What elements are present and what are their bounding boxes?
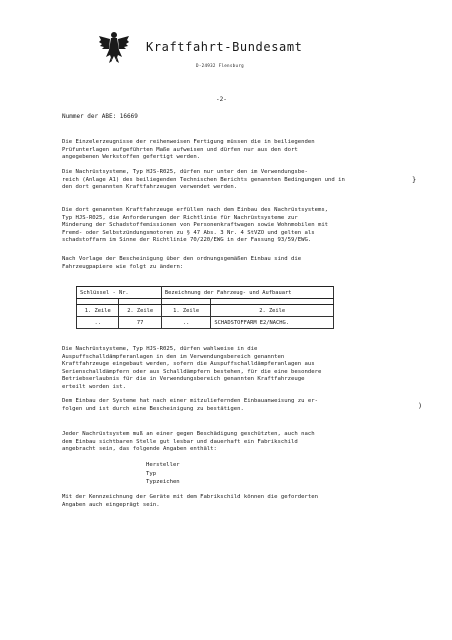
table-header-row [77, 287, 334, 299]
org-address: D-24932 Flensburg [196, 63, 244, 68]
paragraph-7: Jeder Nachrüstsystem muß an einer gegen Beschädigung geschützten, auch nach dem Einbau sichtbaren Stelle gut lesbar und dauerhaft ein Fabrikschild angebracht sein, das folgende Angaben enthält: [62, 431, 315, 453]
paragraph-5: Die Nachrüstsysteme, Typ HJS-R025, dürfen wahlweise in die Auspuffschalldämpferanlagen in den im Verwendungsbereich genannten Kraftfahrzeuge eingebaut werden, sofern die Auspuffschalldämpferanlagen aus Serienschalldämpfern oder aus Schalldämpfern bestehen, für die eine besondere Betriebserlaubnis für die in Verwendungsbereich genannten Kraftfahrzeuge erteilt worden ist. [62, 346, 322, 390]
page-number: -2- [216, 96, 227, 103]
org-name: Kraftfahrt-Bundesamt [146, 40, 303, 54]
paragraph-1: Die Einzelerzeugnisse der reihenweisen Fertigung müssen die in beiliegenden Prüfunterlagen aufgeführten Maße aufweisen und dürfen nur aus den dort angegebenen Werkstoffen gefertigt werden. [62, 139, 315, 161]
table-subheader-line1: 1. Zeile [77, 305, 119, 317]
paragraph-2: Die Nachrüstsysteme, Typ HJS-R025, dürfen nur unter den im Verwendungsbe- reich (Anlage A1) des beiliegenden Technischen Berichts genannten Bedingungen und in den dort genannten Kraftfahrzeugen verwendet werden. [62, 169, 345, 191]
table-cell: .. [161, 317, 210, 329]
table-subheader-row [77, 305, 334, 317]
table-subheader-line1b: 1. Zeile [161, 305, 210, 317]
table-subheader-line2b: 2. Zeile [211, 305, 334, 317]
paragraph-3: Die dort genannten Kraftfahrzeuge erfüllen nach dem Einbau des Nachrüstsystems, Typ HJS-R025, die Anforderungen der Richtlinie für Nachrüstsysteme zur Minderung der Schadstoffemissionen von Personenkraftwagen sowie Wohnmobilen mit Fremd- oder Selbstzündungsmotoren zu § 47 Abs. 3 Nr. 4 StVZO und gelten als schadstoffarm im Sinne der Richtlinie 70/220/EWG in der Fassung 93/59/EWG. [62, 207, 329, 244]
paragraph-6: Dem Einbau der Systeme hat nach einer mitzuliefernden Einbauanweisung zu er- folgen und ist durch eine Bescheinigung zu bestätigen. [62, 398, 318, 412]
vehicle-papers-table [76, 286, 334, 329]
list-item: Typ [146, 470, 157, 477]
margin-mark: } [412, 176, 417, 184]
paragraph-9: Mit der Kennzeichnung der Geräte mit dem Fabrikschild können die geforderten Angaben auch eingeprägt sein. [62, 494, 318, 508]
table-header-key: Schlüssel - Nr. [77, 287, 162, 299]
table-cell: 77 [119, 317, 161, 329]
table-cell: .. [77, 317, 119, 329]
paragraph-4: Nach Vorlage der Bescheinigung über den ordnungsgemäßen Einbau sind die Fahrzeugpapiere wie folgt zu ändern: [62, 256, 302, 270]
table-cell: SCHADSTOFFARM E2/NACHG. [211, 317, 334, 329]
label-items-list [146, 461, 180, 487]
margin-mark: ) [418, 402, 423, 410]
table-row [77, 317, 334, 329]
federal-eagle-logo [98, 30, 130, 64]
list-item: Typzeichen [146, 479, 180, 485]
list-item: Hersteller [146, 462, 180, 468]
approval-reference: Nummer der ABE: 16669 [62, 113, 138, 120]
table-header-description: Bezeichnung der Fahrzeug- und Aufbauart [161, 287, 333, 299]
table-subheader-line2: 2. Zeile [119, 305, 161, 317]
